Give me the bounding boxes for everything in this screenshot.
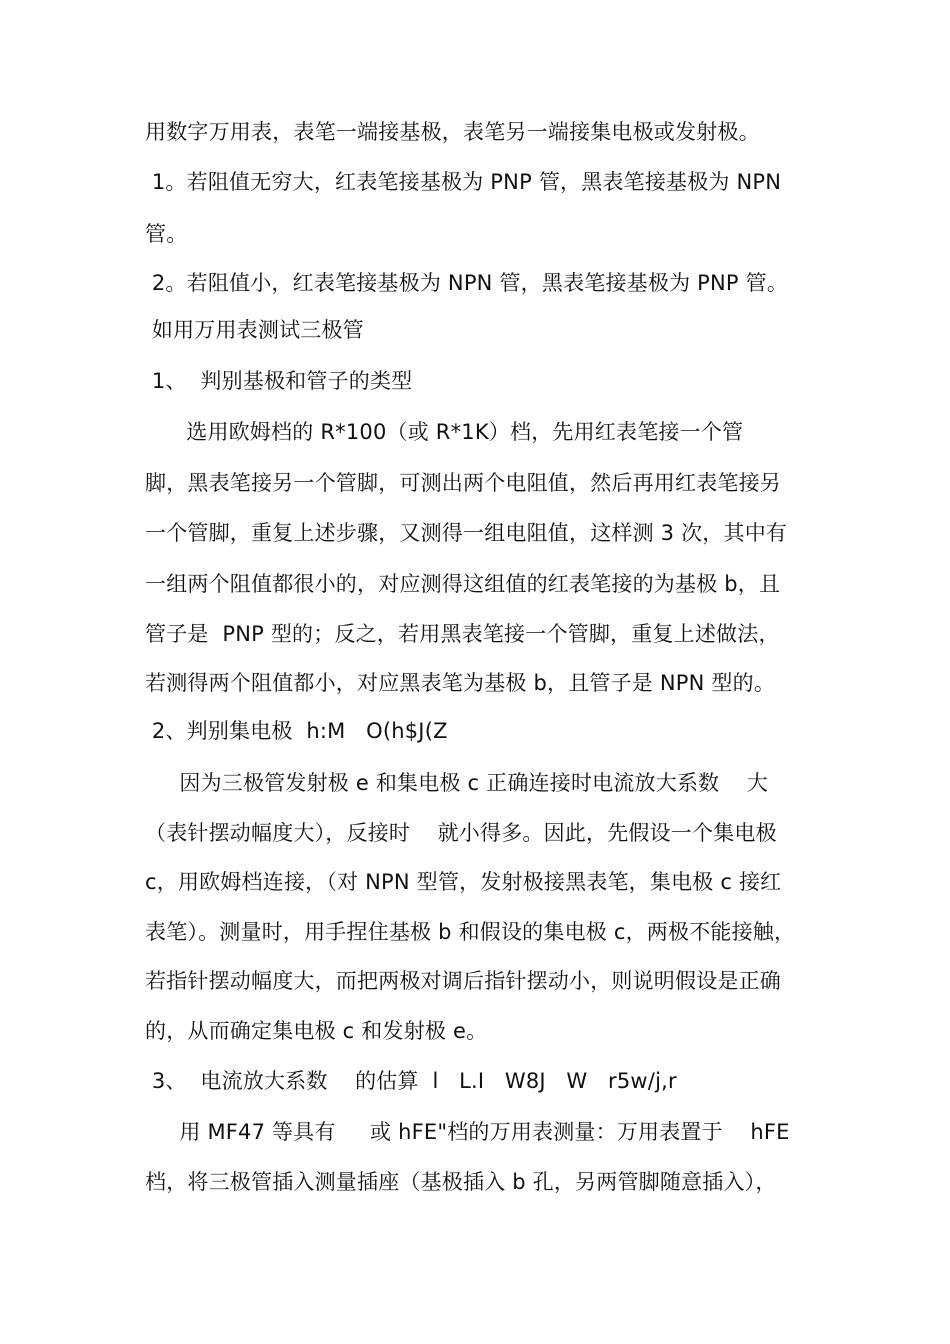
text-line: 脚，黑表笔接另一个管脚，可测出两个电阻值，然后再用红表笔接另	[145, 471, 781, 495]
text-line: 档，将三极管插入测量插座（基极插入 b 孔，另两管脚随意插入），	[145, 1170, 777, 1194]
subsection-heading: 2、判别集电极 h:M O(h$J(Z	[145, 719, 448, 743]
text-line: 的，从而确定集电极 c 和发射极 e。	[145, 1019, 488, 1043]
subsection-heading: 3、 电流放大系数 的估算 l L.I W8J W r5w/j,r	[145, 1069, 677, 1093]
text-line: 选用欧姆档的 R*100（或 R*1K）档，先用红表笔接一个管	[145, 420, 744, 444]
text-line: 用 MF47 等具有 或 hFE"档的万用表测量：万用表置于 hFE	[145, 1120, 790, 1144]
text-line: （表针摆动幅度大），反接时 就小得多。因此，先假设一个集电极	[145, 821, 777, 845]
text-line: 一组两个阻值都很小的，对应测得这组值的红表笔接的为基极 b，且	[145, 572, 781, 596]
text-line: 一个管脚，重复上述步骤，又测得一组电阻值，这样测 3 次，其中有	[145, 521, 788, 545]
text-line: 用数字万用表，表笔一端接基极，表笔另一端接集电极或发射极。	[145, 120, 760, 144]
text-line: 管子是 PNP 型的；反之，若用黑表笔接一个管脚，重复上述做法，	[145, 622, 780, 646]
text-line: 1。若阻值无穷大，红表笔接基极为 PNP 管，黑表笔接基极为 NPN	[145, 170, 782, 194]
text-line: 2。若阻值小，红表笔接基极为 NPN 管，黑表笔接基极为 PNP 管。	[145, 271, 789, 295]
subsection-heading: 1、 判别基极和管子的类型	[145, 369, 413, 393]
text-line: 管。	[145, 222, 188, 246]
section-heading: 如用万用表测试三极管	[145, 318, 364, 342]
text-line: c，用欧姆档连接，（对 NPN 型管，发射极接黑表笔，集电极 c 接红	[145, 870, 782, 894]
text-line: 若指针摆动幅度大，而把两极对调后指针摆动小，则说明假设是正确	[145, 969, 781, 993]
text-line: 表笔）。测量时，用手捏住基极 b 和假设的集电极 c，两极不能接触，	[145, 920, 796, 944]
text-line: 若测得两个阻值都小，对应黑表笔为基极 b，且管子是 NPN 型的。	[145, 671, 776, 695]
text-line: 因为三极管发射极 e 和集电极 c 正确连接时电流放大系数 大	[145, 771, 769, 795]
